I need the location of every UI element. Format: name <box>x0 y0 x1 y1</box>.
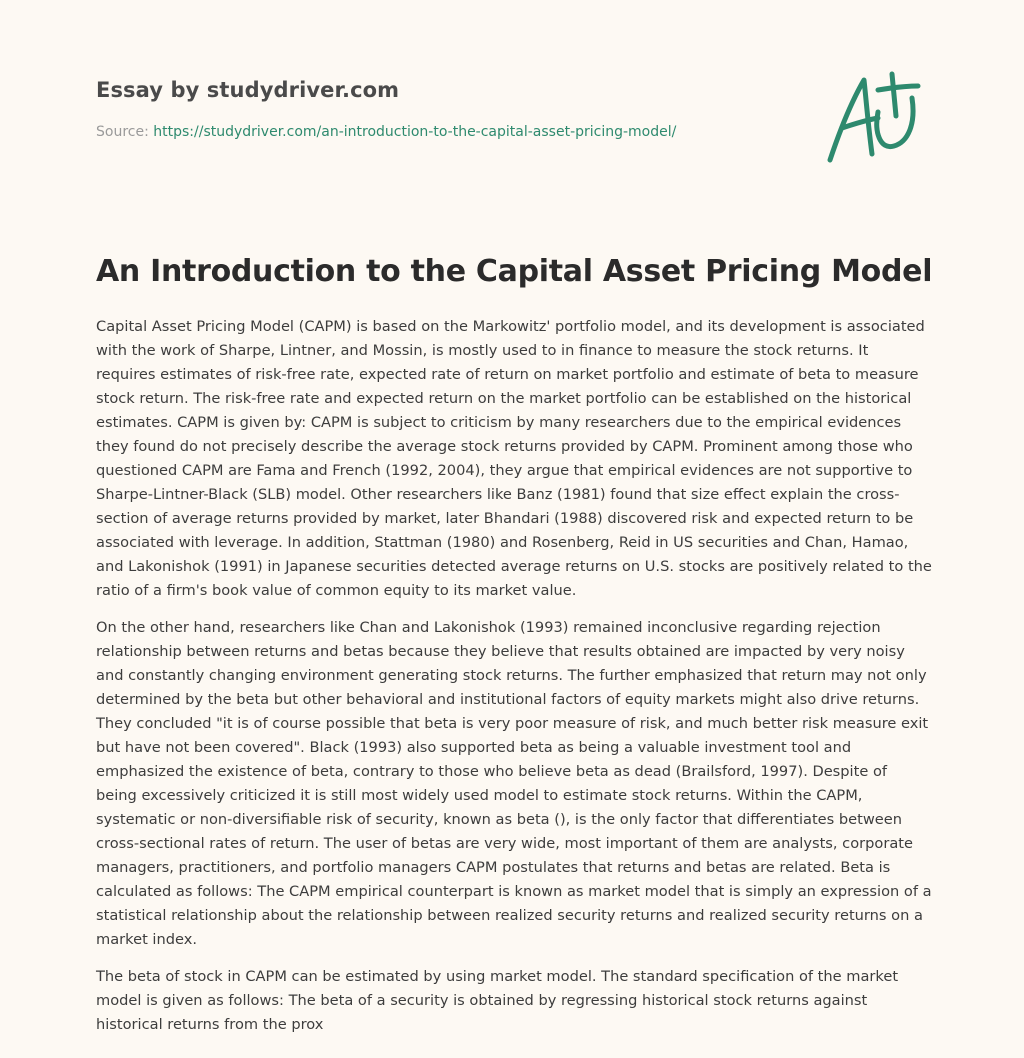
paragraph: Capital Asset Pricing Model (CAPM) is based on the Markowitz' portfolio model, and its development is associated with the work of Sharpe, Lintner, and Mossin, is mostly used to in finance to measure the stock returns. It requires estimates of risk-free rate, expected rate of return on market portfolio and estimate of beta to measure stock return. The risk-free rate and expected return on the market portfolio can be established on the historical estimates. CAPM is given by: CAPM is subject to criticism by many researchers due to the empirical evidences they found do not precisely describe the average stock returns provided by CAPM. Prominent among those who questioned CAPM are Fama and French (1992, 2004), they argue that empirical evidences are not supportive to Sharpe-Lintner-Black (SLB) model. Other researchers like Banz (1981) found that size effect explain the cross-section of average returns provided by market, later Bhandari (1988) discovered risk and expected return to be associated with leverage. In addition, Stattman (1980) and Rosenberg, Reid in US securities and Chan, Hamao, and Lakonishok (1991) in Japanese securities detected average returns on U.S. stocks are positively related to the ratio of a firm's book value of common equity to its market value. <box>96 318 932 599</box>
a-plus-logo-icon <box>822 68 932 168</box>
source-link[interactable]: https://studydriver.com/an-introduction-to-the-capital-asset-pricing-model/ <box>153 124 677 140</box>
site-brand: Essay by studydriver.com <box>96 78 400 102</box>
article-title: An Introduction to the Capital Asset Pricing Model <box>96 254 933 289</box>
source-label: Source: <box>96 124 154 140</box>
article-body <box>96 315 932 1050</box>
source-line <box>96 124 676 140</box>
paragraph: The beta of stock in CAPM can be estimated by using market model. The standard specification of the market model is given as follows: The beta of a security is obtained by regressing historical stock returns against historical returns from the prox <box>96 968 899 1033</box>
paragraph: On the other hand, researchers like Chan and Lakonishok (1993) remained inconclusive regarding rejection relationship between returns and betas because they believe that results obtained are impacted by very noisy and constantly changing environment generating stock returns. The further emphasized that return may not only determined by the beta but other behavioral and institutional factors of equity markets might also drive returns. They concluded "it is of course possible that beta is very poor measure of risk, and much better risk measure exit but have not been covered". Black (1993) also supported beta as being a valuable investment tool and emphasized the existence of beta, contrary to those who believe beta as dead (Brailsford, 1997). Despite of being excessively criticized it is still most widely used model to estimate stock returns. Within the CAPM, systematic or non-diversifiable risk of security, known as beta (), is the only factor that differentiates between cross-sectional rates of return. The user of betas are very wide, most important of them are analysts, corporate managers, practitioners, and portfolio managers CAPM postulates that returns and betas are related. Beta is calculated as follows: The CAPM empirical counterpart is known as market model that is simply an expression of a statistical relationship about the relationship between realized security returns and realized security returns on a market index. <box>96 619 932 948</box>
